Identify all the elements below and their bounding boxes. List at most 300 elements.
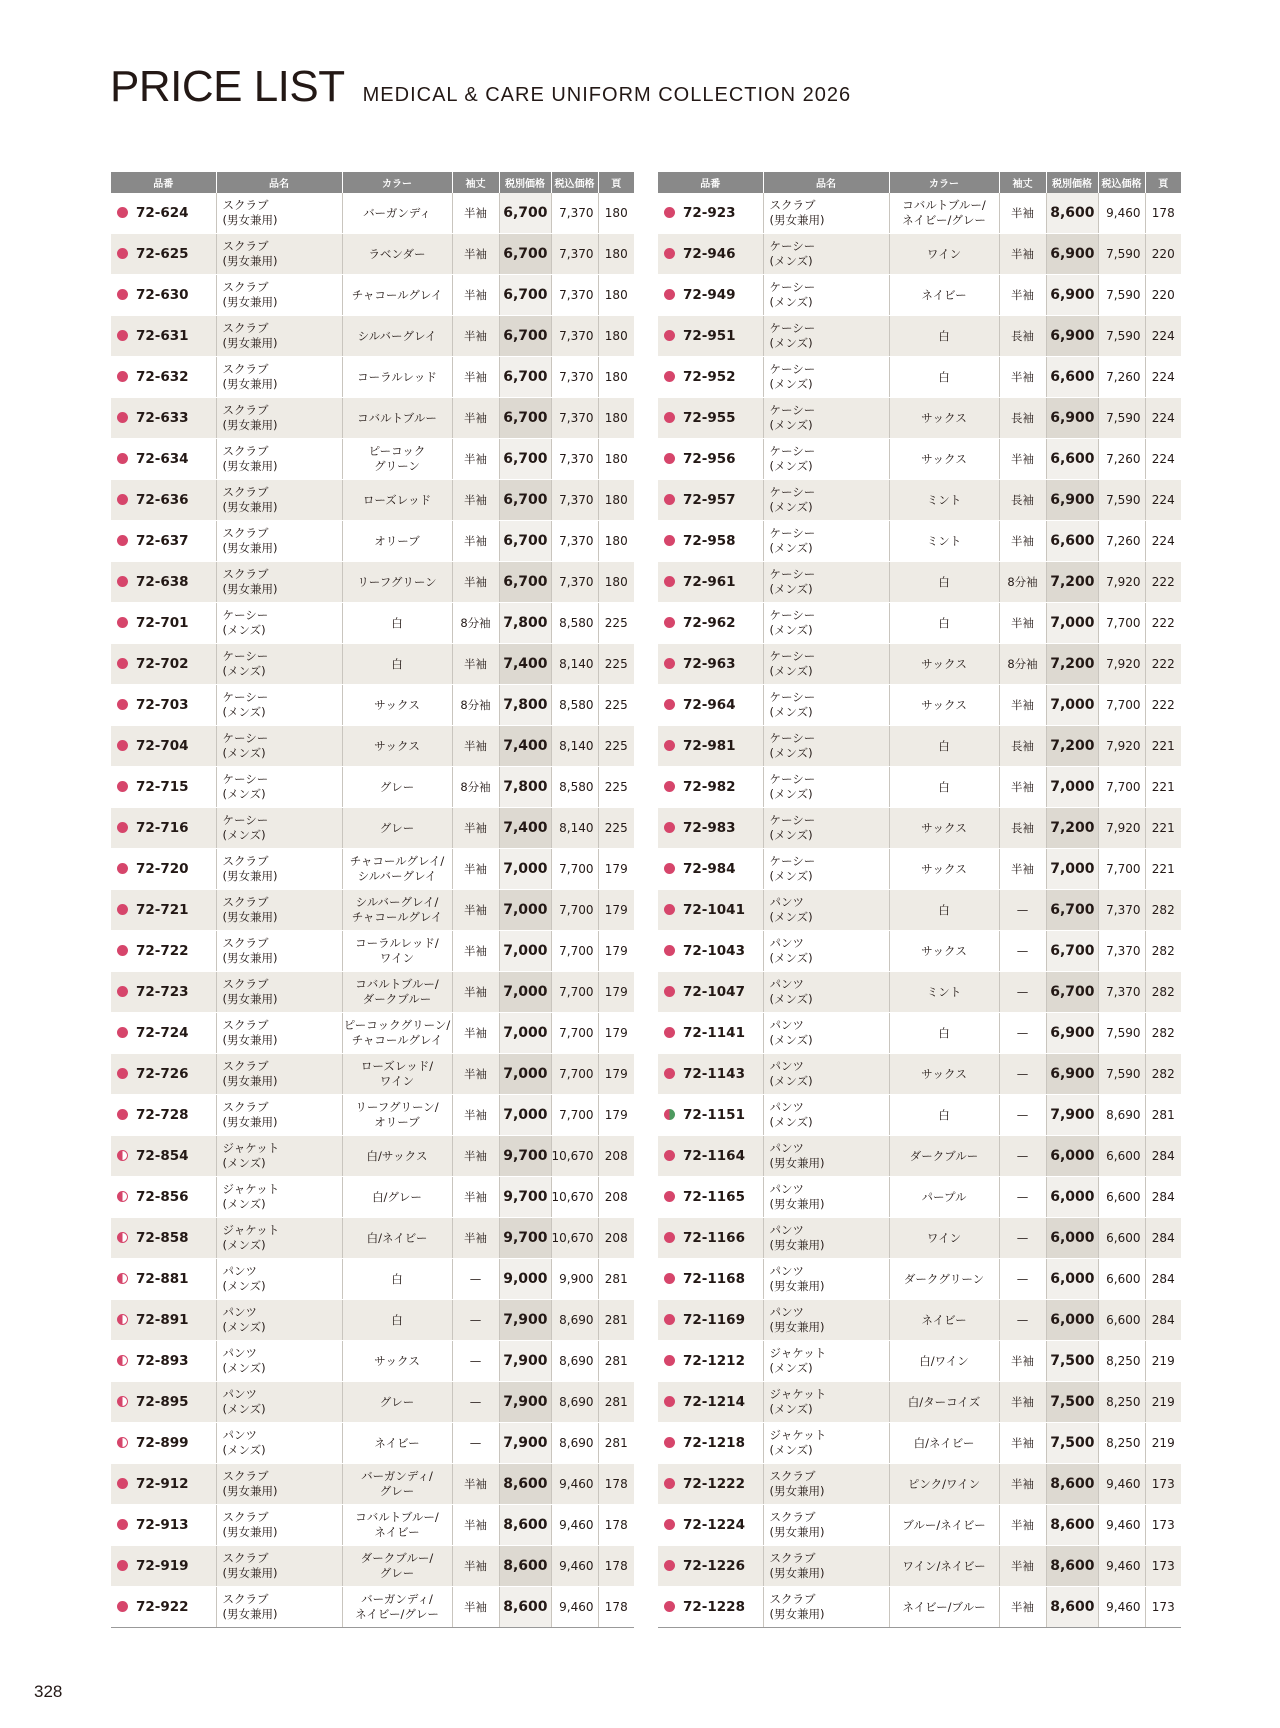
catalog-page: 225 — [598, 685, 634, 726]
catalog-page: 282 — [1145, 1013, 1181, 1054]
product-code: 72-1169 — [683, 1312, 745, 1328]
product-code-cell — [658, 1095, 763, 1136]
product-name: ケーシー (メンズ) — [216, 808, 342, 849]
category-dot-icon — [664, 1396, 675, 1407]
catalog-page: 178 — [598, 1505, 634, 1546]
category-dot-icon — [664, 822, 675, 833]
product-name: ジャケット (メンズ) — [216, 1177, 342, 1218]
category-dot-icon — [664, 1191, 675, 1202]
sleeve-length: 長袖 — [999, 480, 1046, 521]
catalog-page: 281 — [598, 1423, 634, 1464]
price-incl-tax: 7,370 — [551, 480, 598, 521]
sleeve-length: 半袖 — [999, 439, 1046, 480]
price-incl-tax: 7,700 — [551, 931, 598, 972]
sleeve-length: 半袖 — [999, 603, 1046, 644]
category-dot-icon — [664, 904, 675, 915]
product-code: 72-633 — [136, 410, 189, 426]
product-color: リーフグリーン/ オリーブ — [342, 1095, 452, 1136]
product-name: パンツ (男女兼用) — [763, 1218, 889, 1259]
price-excl-tax: 8,600 — [1046, 1464, 1098, 1505]
product-code-cell — [658, 521, 763, 562]
price-incl-tax: 9,460 — [551, 1587, 598, 1628]
category-dot-icon — [117, 1232, 128, 1243]
price-excl-tax: 6,700 — [499, 562, 551, 603]
price-incl-tax: 8,690 — [551, 1341, 598, 1382]
product-code-cell — [658, 1177, 763, 1218]
price-excl-tax: 6,600 — [1046, 521, 1098, 562]
category-dot-icon — [117, 207, 128, 218]
product-code-cell — [111, 1587, 216, 1628]
product-code: 72-636 — [136, 492, 189, 508]
sleeve-length: — — [452, 1300, 499, 1341]
sleeve-length: — — [999, 1300, 1046, 1341]
price-incl-tax: 6,600 — [1098, 1136, 1145, 1177]
product-code-cell — [658, 1218, 763, 1259]
table-row — [658, 603, 1181, 644]
table-row — [658, 1300, 1181, 1341]
price-excl-tax: 6,000 — [1046, 1177, 1098, 1218]
product-code-cell — [111, 685, 216, 726]
price-excl-tax: 7,000 — [499, 849, 551, 890]
price-incl-tax: 8,250 — [1098, 1382, 1145, 1423]
price-excl-tax: 6,700 — [499, 193, 551, 234]
catalog-page: 222 — [1145, 603, 1181, 644]
catalog-page: 225 — [598, 767, 634, 808]
product-name: ケーシー (メンズ) — [763, 685, 889, 726]
catalog-page: 282 — [1145, 972, 1181, 1013]
product-code-cell — [658, 562, 763, 603]
product-color: ダークブルー — [889, 1136, 999, 1177]
price-excl-tax: 7,800 — [499, 767, 551, 808]
price-excl-tax: 6,900 — [1046, 234, 1098, 275]
product-code: 72-1226 — [683, 1558, 745, 1574]
product-code-cell — [111, 521, 216, 562]
product-color: 白/ワイン — [889, 1341, 999, 1382]
table-row — [658, 357, 1181, 398]
catalog-page: 173 — [1145, 1546, 1181, 1587]
col-header-price-ex: 税別価格 — [499, 172, 551, 193]
price-incl-tax: 6,600 — [1098, 1300, 1145, 1341]
product-name: スクラブ (男女兼用) — [216, 1546, 342, 1587]
product-code: 72-1143 — [683, 1066, 745, 1082]
catalog-page: 179 — [598, 849, 634, 890]
price-incl-tax: 7,370 — [551, 398, 598, 439]
product-code-cell — [658, 480, 763, 521]
catalog-page: 178 — [1145, 193, 1181, 234]
price-excl-tax: 6,700 — [499, 521, 551, 562]
price-incl-tax: 7,260 — [1098, 357, 1145, 398]
price-incl-tax: 7,590 — [1098, 398, 1145, 439]
table-row — [111, 767, 634, 808]
price-incl-tax: 9,460 — [1098, 1587, 1145, 1628]
page-header — [110, 62, 851, 112]
price-incl-tax: 9,460 — [551, 1505, 598, 1546]
price-incl-tax: 7,370 — [551, 193, 598, 234]
sleeve-length: — — [452, 1382, 499, 1423]
product-color: サックス — [889, 685, 999, 726]
category-dot-icon — [117, 1314, 128, 1325]
product-code: 72-1212 — [683, 1353, 745, 1369]
product-code: 72-638 — [136, 574, 189, 590]
price-excl-tax: 8,600 — [1046, 1587, 1098, 1628]
catalog-page: 180 — [598, 357, 634, 398]
product-name: ケーシー (メンズ) — [763, 562, 889, 603]
product-code: 72-624 — [136, 205, 189, 221]
sleeve-length: 半袖 — [452, 193, 499, 234]
category-dot-icon — [117, 412, 128, 423]
price-incl-tax: 8,250 — [1098, 1341, 1145, 1382]
sleeve-length: — — [999, 1259, 1046, 1300]
price-excl-tax: 6,700 — [499, 275, 551, 316]
col-header-color: カラー — [889, 172, 999, 193]
product-name: スクラブ (男女兼用) — [763, 1505, 889, 1546]
product-name: スクラブ (男女兼用) — [216, 480, 342, 521]
product-name: パンツ (メンズ) — [763, 1095, 889, 1136]
price-incl-tax: 8,690 — [551, 1300, 598, 1341]
price-excl-tax: 7,500 — [1046, 1382, 1098, 1423]
category-dot-icon — [117, 494, 128, 505]
price-incl-tax: 7,370 — [551, 316, 598, 357]
product-name: パンツ (メンズ) — [763, 972, 889, 1013]
table-row — [658, 193, 1181, 234]
table-row — [658, 1013, 1181, 1054]
table-row — [111, 890, 634, 931]
product-name: ケーシー (メンズ) — [763, 480, 889, 521]
product-name: ジャケット (メンズ) — [763, 1341, 889, 1382]
category-dot-icon — [664, 494, 675, 505]
price-incl-tax: 7,590 — [1098, 480, 1145, 521]
table-row — [111, 1177, 634, 1218]
sleeve-length: 半袖 — [999, 275, 1046, 316]
product-name: パンツ (メンズ) — [216, 1300, 342, 1341]
product-name: パンツ (男女兼用) — [763, 1259, 889, 1300]
table-row — [658, 1587, 1181, 1628]
product-color: サックス — [342, 1341, 452, 1382]
price-excl-tax: 8,600 — [1046, 1505, 1098, 1546]
product-code-cell — [658, 849, 763, 890]
catalog-page: 178 — [598, 1464, 634, 1505]
table-row — [658, 1095, 1181, 1136]
price-excl-tax: 8,600 — [1046, 1546, 1098, 1587]
sleeve-length: 半袖 — [999, 685, 1046, 726]
price-incl-tax: 7,700 — [1098, 767, 1145, 808]
catalog-page: 221 — [1145, 767, 1181, 808]
product-code-cell — [111, 480, 216, 521]
product-code-cell — [658, 398, 763, 439]
category-dot-icon — [117, 1560, 128, 1571]
category-dot-icon — [117, 1273, 128, 1284]
page-subtitle: MEDICAL & CARE UNIFORM COLLECTION 2026 — [362, 84, 852, 106]
category-dot-icon — [664, 781, 675, 792]
category-dot-icon — [664, 1068, 675, 1079]
sleeve-length: 半袖 — [452, 234, 499, 275]
product-code-cell — [111, 1259, 216, 1300]
table-row — [111, 726, 634, 767]
sleeve-length: 半袖 — [452, 439, 499, 480]
catalog-page: 180 — [598, 562, 634, 603]
product-color: 白 — [889, 316, 999, 357]
product-color: ミント — [889, 972, 999, 1013]
product-code-cell — [111, 1423, 216, 1464]
product-code-cell — [658, 685, 763, 726]
catalog-page: 179 — [598, 1054, 634, 1095]
product-code: 72-1228 — [683, 1599, 745, 1615]
product-code: 72-919 — [136, 1558, 189, 1574]
sleeve-length: 半袖 — [999, 1341, 1046, 1382]
product-name: パンツ (メンズ) — [216, 1259, 342, 1300]
price-excl-tax: 7,900 — [1046, 1095, 1098, 1136]
table-row — [658, 890, 1181, 931]
price-incl-tax: 7,370 — [551, 234, 598, 275]
price-incl-tax: 9,460 — [551, 1546, 598, 1587]
product-code: 72-961 — [683, 574, 736, 590]
price-excl-tax: 6,700 — [1046, 972, 1098, 1013]
product-code: 72-1141 — [683, 1025, 745, 1041]
product-code-cell — [658, 1546, 763, 1587]
table-row — [111, 808, 634, 849]
product-color: サックス — [889, 398, 999, 439]
product-code: 72-1165 — [683, 1189, 745, 1205]
catalog-page: 180 — [598, 275, 634, 316]
product-color: 白/ネイビー — [342, 1218, 452, 1259]
sleeve-length: 半袖 — [452, 1054, 499, 1095]
category-dot-icon — [664, 207, 675, 218]
table-row — [111, 1505, 634, 1546]
table-row — [658, 234, 1181, 275]
product-name: スクラブ (男女兼用) — [216, 890, 342, 931]
price-excl-tax: 6,000 — [1046, 1218, 1098, 1259]
price-incl-tax: 7,920 — [1098, 726, 1145, 767]
product-color: ネイビー — [889, 275, 999, 316]
sleeve-length: — — [999, 1095, 1046, 1136]
catalog-page: 222 — [1145, 685, 1181, 726]
sleeve-length: 8分袖 — [452, 685, 499, 726]
product-code-cell — [658, 808, 763, 849]
price-excl-tax: 7,900 — [499, 1382, 551, 1423]
price-excl-tax: 6,900 — [1046, 398, 1098, 439]
product-code-cell — [111, 1300, 216, 1341]
category-dot-icon — [664, 1519, 675, 1530]
catalog-page: 208 — [598, 1177, 634, 1218]
product-code-cell — [111, 357, 216, 398]
product-code: 72-1222 — [683, 1476, 745, 1492]
sleeve-length: 半袖 — [452, 849, 499, 890]
product-code: 72-721 — [136, 902, 189, 918]
product-color: ワイン — [889, 1218, 999, 1259]
table-row — [111, 562, 634, 603]
table-row — [111, 234, 634, 275]
catalog-page: 224 — [1145, 521, 1181, 562]
product-name: ケーシー (メンズ) — [763, 316, 889, 357]
category-dot-icon — [117, 1396, 128, 1407]
category-dot-icon — [117, 1068, 128, 1079]
product-code-cell — [658, 316, 763, 357]
price-excl-tax: 6,900 — [1046, 480, 1098, 521]
product-code: 72-856 — [136, 1189, 189, 1205]
col-header-price-in: 税込価格 — [551, 172, 598, 193]
sleeve-length: — — [999, 1054, 1046, 1095]
product-name: スクラブ (男女兼用) — [216, 398, 342, 439]
product-code: 72-899 — [136, 1435, 189, 1451]
product-code-cell — [658, 1341, 763, 1382]
product-name: スクラブ (男女兼用) — [216, 357, 342, 398]
catalog-page: 179 — [598, 972, 634, 1013]
sleeve-length: 半袖 — [999, 767, 1046, 808]
table-row — [658, 1464, 1181, 1505]
product-code-cell — [658, 275, 763, 316]
price-excl-tax: 7,000 — [1046, 849, 1098, 890]
table-row — [111, 931, 634, 972]
table-row — [111, 1095, 634, 1136]
catalog-page: 179 — [598, 931, 634, 972]
product-name: スクラブ (男女兼用) — [216, 1505, 342, 1546]
catalog-page: 224 — [1145, 357, 1181, 398]
price-incl-tax: 7,370 — [551, 521, 598, 562]
product-code-cell — [658, 972, 763, 1013]
product-color: 白 — [342, 1300, 452, 1341]
product-code: 72-1047 — [683, 984, 745, 1000]
price-excl-tax: 6,600 — [1046, 439, 1098, 480]
category-dot-icon — [664, 1314, 675, 1325]
product-code-cell — [111, 562, 216, 603]
price-incl-tax: 8,690 — [551, 1423, 598, 1464]
product-name: ケーシー (メンズ) — [216, 767, 342, 808]
price-excl-tax: 8,600 — [499, 1587, 551, 1628]
price-incl-tax: 7,590 — [1098, 1054, 1145, 1095]
category-dot-icon — [117, 248, 128, 259]
sleeve-length: 半袖 — [452, 480, 499, 521]
col-header-color: カラー — [342, 172, 452, 193]
table-row — [658, 521, 1181, 562]
catalog-page: 180 — [598, 439, 634, 480]
product-color: サックス — [889, 808, 999, 849]
col-header-price-in: 税込価格 — [1098, 172, 1145, 193]
catalog-page: 178 — [598, 1546, 634, 1587]
product-name: ケーシー (メンズ) — [763, 521, 889, 562]
product-color: チャコールグレイ — [342, 275, 452, 316]
product-code-cell — [111, 1095, 216, 1136]
sleeve-length: 半袖 — [452, 1464, 499, 1505]
category-dot-icon — [664, 1109, 675, 1120]
price-excl-tax: 7,000 — [1046, 767, 1098, 808]
catalog-page: 225 — [598, 603, 634, 644]
price-incl-tax: 7,370 — [551, 439, 598, 480]
product-color: ネイビー — [889, 1300, 999, 1341]
product-name: ケーシー (メンズ) — [763, 357, 889, 398]
product-color: 白/ネイビー — [889, 1423, 999, 1464]
table-row — [111, 1587, 634, 1628]
table-row — [658, 439, 1181, 480]
product-code: 72-951 — [683, 328, 736, 344]
product-code: 72-631 — [136, 328, 189, 344]
table-row — [111, 1300, 634, 1341]
price-incl-tax: 8,690 — [1098, 1095, 1145, 1136]
category-dot-icon — [664, 576, 675, 587]
catalog-page: 281 — [598, 1259, 634, 1300]
table-row — [111, 1423, 634, 1464]
table-row — [111, 603, 634, 644]
product-color: バーガンディ/ グレー — [342, 1464, 452, 1505]
category-dot-icon — [664, 330, 675, 341]
product-color: コーラルレッド — [342, 357, 452, 398]
sleeve-length: 半袖 — [452, 972, 499, 1013]
product-color: ワイン — [889, 234, 999, 275]
table-row — [111, 1259, 634, 1300]
table-row — [658, 1341, 1181, 1382]
catalog-page: 281 — [598, 1382, 634, 1423]
catalog-page: 222 — [1145, 644, 1181, 685]
product-name: スクラブ (男女兼用) — [216, 193, 342, 234]
price-incl-tax: 7,590 — [1098, 275, 1145, 316]
category-dot-icon — [117, 781, 128, 792]
catalog-page: 284 — [1145, 1136, 1181, 1177]
product-code-cell — [111, 439, 216, 480]
product-name: パンツ (メンズ) — [763, 890, 889, 931]
product-code-cell — [111, 767, 216, 808]
col-header-code: 品番 — [111, 172, 216, 193]
table-row — [111, 972, 634, 1013]
product-name: スクラブ (男女兼用) — [216, 1054, 342, 1095]
product-code: 72-704 — [136, 738, 189, 754]
product-code: 72-913 — [136, 1517, 189, 1533]
table-row — [111, 1382, 634, 1423]
product-color: 白 — [889, 1013, 999, 1054]
price-excl-tax: 7,900 — [499, 1423, 551, 1464]
product-name: ケーシー (メンズ) — [763, 398, 889, 439]
sleeve-length: — — [999, 890, 1046, 931]
table-row — [111, 1013, 634, 1054]
price-excl-tax: 6,700 — [499, 480, 551, 521]
product-code-cell — [111, 1218, 216, 1259]
sleeve-length: 半袖 — [999, 1382, 1046, 1423]
price-excl-tax: 6,700 — [499, 316, 551, 357]
product-code-cell — [111, 1177, 216, 1218]
col-header-page: 頁 — [1145, 172, 1181, 193]
product-name: ケーシー (メンズ) — [763, 808, 889, 849]
table-row — [658, 316, 1181, 357]
product-name: パンツ (男女兼用) — [763, 1136, 889, 1177]
product-color: ピーコック グリーン — [342, 439, 452, 480]
product-color: ミント — [889, 480, 999, 521]
price-excl-tax: 6,700 — [499, 234, 551, 275]
price-excl-tax: 7,400 — [499, 644, 551, 685]
price-excl-tax: 9,700 — [499, 1218, 551, 1259]
product-color: 白 — [889, 1095, 999, 1136]
product-color: コバルトブルー — [342, 398, 452, 439]
product-color: バーガンディ/ ネイビー/グレー — [342, 1587, 452, 1628]
price-excl-tax: 7,000 — [1046, 603, 1098, 644]
product-code-cell — [658, 603, 763, 644]
price-incl-tax: 7,260 — [1098, 439, 1145, 480]
price-excl-tax: 7,200 — [1046, 808, 1098, 849]
table-row — [658, 931, 1181, 972]
product-code-cell — [111, 275, 216, 316]
category-dot-icon — [117, 1191, 128, 1202]
table-row — [111, 1341, 634, 1382]
product-color: ピーコックグリーン/ チャコールグレイ — [342, 1013, 452, 1054]
product-code-cell — [658, 1382, 763, 1423]
sleeve-length: 半袖 — [452, 1587, 499, 1628]
catalog-page: 225 — [598, 726, 634, 767]
category-dot-icon — [117, 1355, 128, 1366]
price-incl-tax: 9,460 — [551, 1464, 598, 1505]
sleeve-length: 長袖 — [999, 726, 1046, 767]
product-name: パンツ (メンズ) — [216, 1382, 342, 1423]
catalog-page: 173 — [1145, 1464, 1181, 1505]
price-incl-tax: 8,250 — [1098, 1423, 1145, 1464]
product-color: パープル — [889, 1177, 999, 1218]
catalog-page: 224 — [1145, 398, 1181, 439]
